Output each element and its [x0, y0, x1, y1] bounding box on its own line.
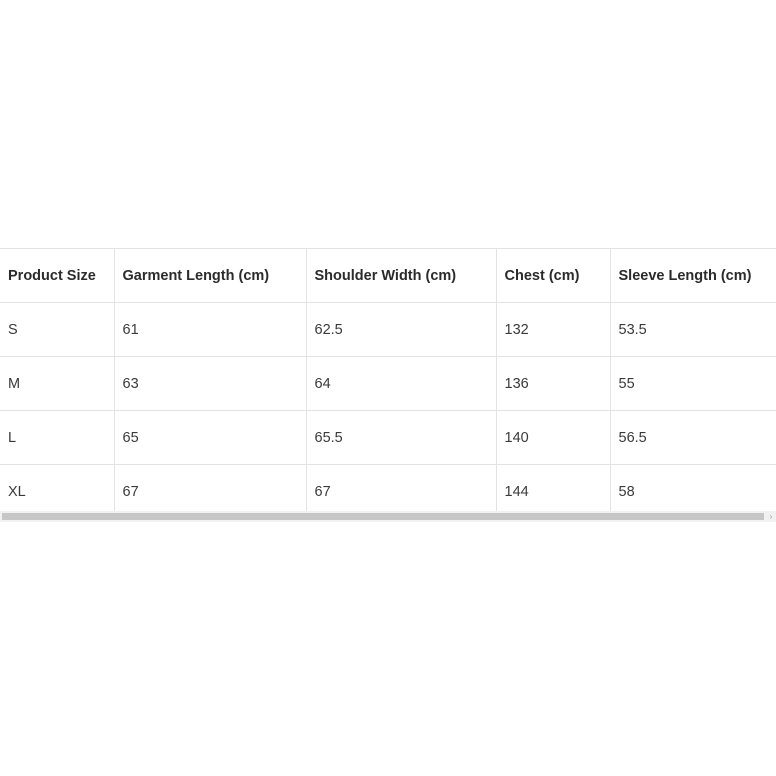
column-header-garment-length: Garment Length (cm) [114, 249, 306, 303]
table-row [0, 303, 776, 357]
cell-chest: 144 [496, 465, 610, 519]
cell-shoulder-width: 62.5 [306, 303, 496, 357]
table-row [0, 357, 776, 411]
cell-chest: 132 [496, 303, 610, 357]
column-header-chest: Chest (cm) [496, 249, 610, 303]
table-row [0, 411, 776, 465]
cell-sleeve-length: 55 [610, 357, 776, 411]
cell-shoulder-width: 65.5 [306, 411, 496, 465]
scroll-right-arrow-icon[interactable]: › [769, 512, 773, 521]
cell-garment-length: 61 [114, 303, 306, 357]
cell-size: M [0, 357, 114, 411]
column-header-sleeve-length: Sleeve Length (cm) [610, 249, 776, 303]
size-chart-table [0, 248, 776, 519]
cell-chest: 136 [496, 357, 610, 411]
cell-shoulder-width: 67 [306, 465, 496, 519]
cell-sleeve-length: 56.5 [610, 411, 776, 465]
cell-size: S [0, 303, 114, 357]
column-header-product-size: Product Size [0, 249, 114, 303]
cell-sleeve-length: 53.5 [610, 303, 776, 357]
cell-garment-length: 63 [114, 357, 306, 411]
cell-shoulder-width: 64 [306, 357, 496, 411]
cell-sleeve-length: 58 [610, 465, 776, 519]
column-header-shoulder-width: Shoulder Width (cm) [306, 249, 496, 303]
size-chart-container [0, 248, 776, 519]
cell-garment-length: 65 [114, 411, 306, 465]
horizontal-scrollbar-thumb[interactable] [2, 513, 764, 520]
cell-garment-length: 67 [114, 465, 306, 519]
cell-chest: 140 [496, 411, 610, 465]
table-header-row [0, 249, 776, 303]
cell-size: XL [0, 465, 114, 519]
cell-size: L [0, 411, 114, 465]
